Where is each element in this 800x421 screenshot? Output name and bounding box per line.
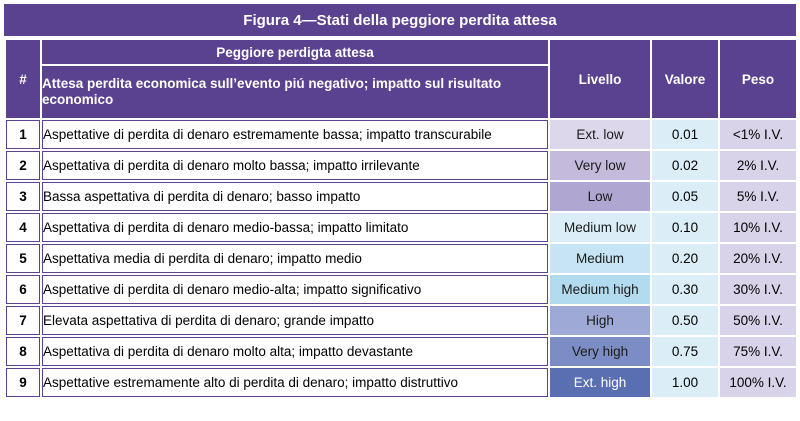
- row-livello: Ext. high: [550, 368, 650, 397]
- row-livello: Medium: [550, 244, 650, 273]
- row-number: 8: [6, 337, 40, 366]
- row-peso: <1% I.V.: [720, 120, 796, 149]
- row-description: Aspettative di perdita di denaro estremamente bassa; impatto transcurabile: [42, 120, 548, 149]
- table-row: [6, 244, 796, 273]
- row-valore: 0.30: [652, 275, 718, 304]
- row-number: 2: [6, 151, 40, 180]
- row-description: Aspettativa di perdita di denaro molto bassa; impatto irrilevante: [42, 151, 548, 180]
- header-group-title: Peggiore perdigta attesa: [42, 40, 548, 64]
- table-row: [6, 182, 796, 211]
- row-valore: 0.75: [652, 337, 718, 366]
- row-livello: Medium high: [550, 275, 650, 304]
- row-livello: Very low: [550, 151, 650, 180]
- table-row: [6, 368, 796, 397]
- header-num: #: [6, 40, 40, 118]
- header-valore: Valore: [652, 40, 718, 118]
- row-description: Elevata aspettativa di perdita di denaro; grande impatto: [42, 306, 548, 335]
- row-valore: 0.10: [652, 213, 718, 242]
- row-livello: High: [550, 306, 650, 335]
- row-peso: 100% I.V.: [720, 368, 796, 397]
- table-row: [6, 151, 796, 180]
- row-livello: Medium low: [550, 213, 650, 242]
- row-description: Aspettative di perdita di denaro medio-alta; impatto significativo: [42, 275, 548, 304]
- row-description: Aspettativa di perdita di denaro molto alta; impatto devastante: [42, 337, 548, 366]
- row-peso: 50% I.V.: [720, 306, 796, 335]
- row-valore: 0.50: [652, 306, 718, 335]
- row-livello: Low: [550, 182, 650, 211]
- row-valore: 0.20: [652, 244, 718, 273]
- row-peso: 75% I.V.: [720, 337, 796, 366]
- row-peso: 2% I.V.: [720, 151, 796, 180]
- table-row: [6, 337, 796, 366]
- row-valore: 1.00: [652, 368, 718, 397]
- row-number: 5: [6, 244, 40, 273]
- header-subtitle: Attesa perdita economica sull’evento piú negativo; impatto sul risultato economico: [42, 66, 548, 118]
- row-description: Aspettativa media di perdita di denaro; impatto medio: [42, 244, 548, 273]
- row-peso: 20% I.V.: [720, 244, 796, 273]
- table-row: [6, 306, 796, 335]
- row-description: Bassa aspettativa di perdita di denaro; basso impatto: [42, 182, 548, 211]
- row-livello: Very high: [550, 337, 650, 366]
- header-peso: Peso: [720, 40, 796, 118]
- worst-loss-table: [4, 38, 798, 399]
- row-peso: 30% I.V.: [720, 275, 796, 304]
- row-number: 1: [6, 120, 40, 149]
- table-body: [6, 120, 796, 397]
- row-number: 9: [6, 368, 40, 397]
- row-valore: 0.01: [652, 120, 718, 149]
- row-peso: 5% I.V.: [720, 182, 796, 211]
- table-row: [6, 120, 796, 149]
- row-description: Aspettativa di perdita di denaro medio-bassa; impatto limitato: [42, 213, 548, 242]
- table-row: [6, 275, 796, 304]
- row-valore: 0.02: [652, 151, 718, 180]
- row-number: 7: [6, 306, 40, 335]
- row-number: 3: [6, 182, 40, 211]
- table-row: [6, 213, 796, 242]
- row-livello: Ext. low: [550, 120, 650, 149]
- row-number: 6: [6, 275, 40, 304]
- row-number: 4: [6, 213, 40, 242]
- header-livello: Livello: [550, 40, 650, 118]
- row-valore: 0.05: [652, 182, 718, 211]
- row-description: Aspettative estremamente alto di perdita di denaro; impatto distruttivo: [42, 368, 548, 397]
- figure-title: Figura 4—Stati della peggiore perdita attesa: [4, 4, 796, 36]
- row-peso: 10% I.V.: [720, 213, 796, 242]
